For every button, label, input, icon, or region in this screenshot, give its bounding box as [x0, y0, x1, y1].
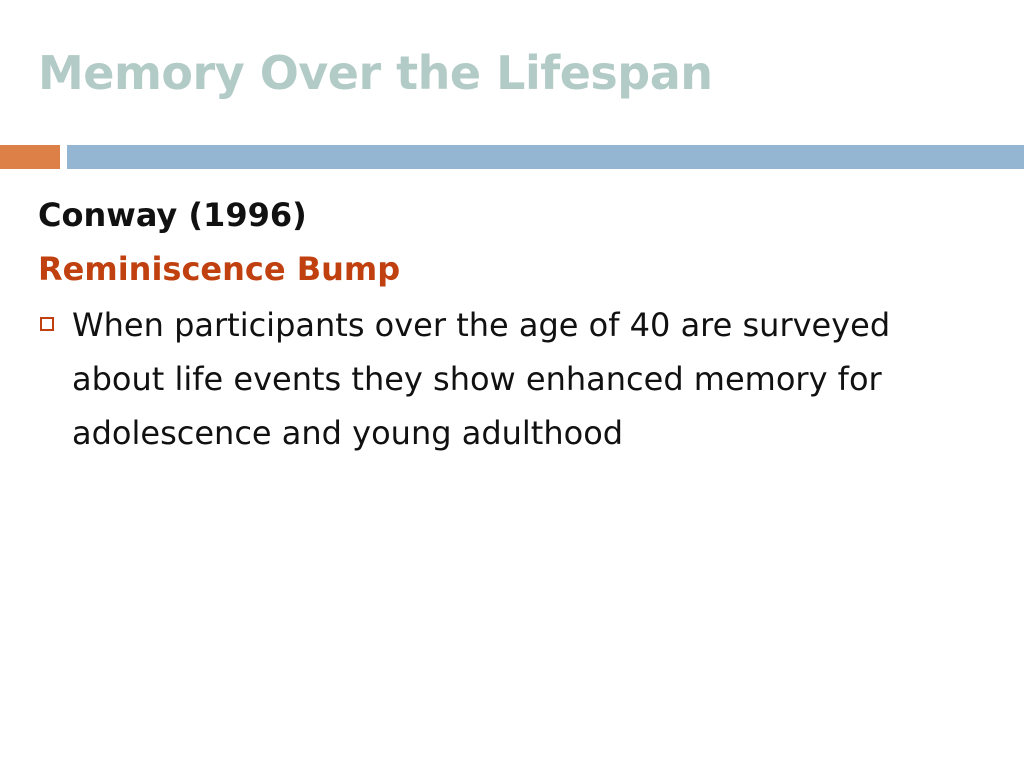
- slide-title: Memory Over the Lifespan: [38, 46, 713, 100]
- accent-bar-left: [0, 145, 60, 169]
- topic-heading: Reminiscence Bump: [38, 250, 401, 288]
- bullet-text: When participants over the age of 40 are surveyed about life events they show enhanced memory for adolescence and young adulthood: [72, 306, 891, 452]
- slide-content: [38, 190, 998, 460]
- reference-heading: Conway (1996): [38, 196, 307, 234]
- hollow-square-icon: [40, 317, 54, 331]
- bullet-item: [38, 298, 998, 460]
- accent-bar-right: [67, 145, 1024, 169]
